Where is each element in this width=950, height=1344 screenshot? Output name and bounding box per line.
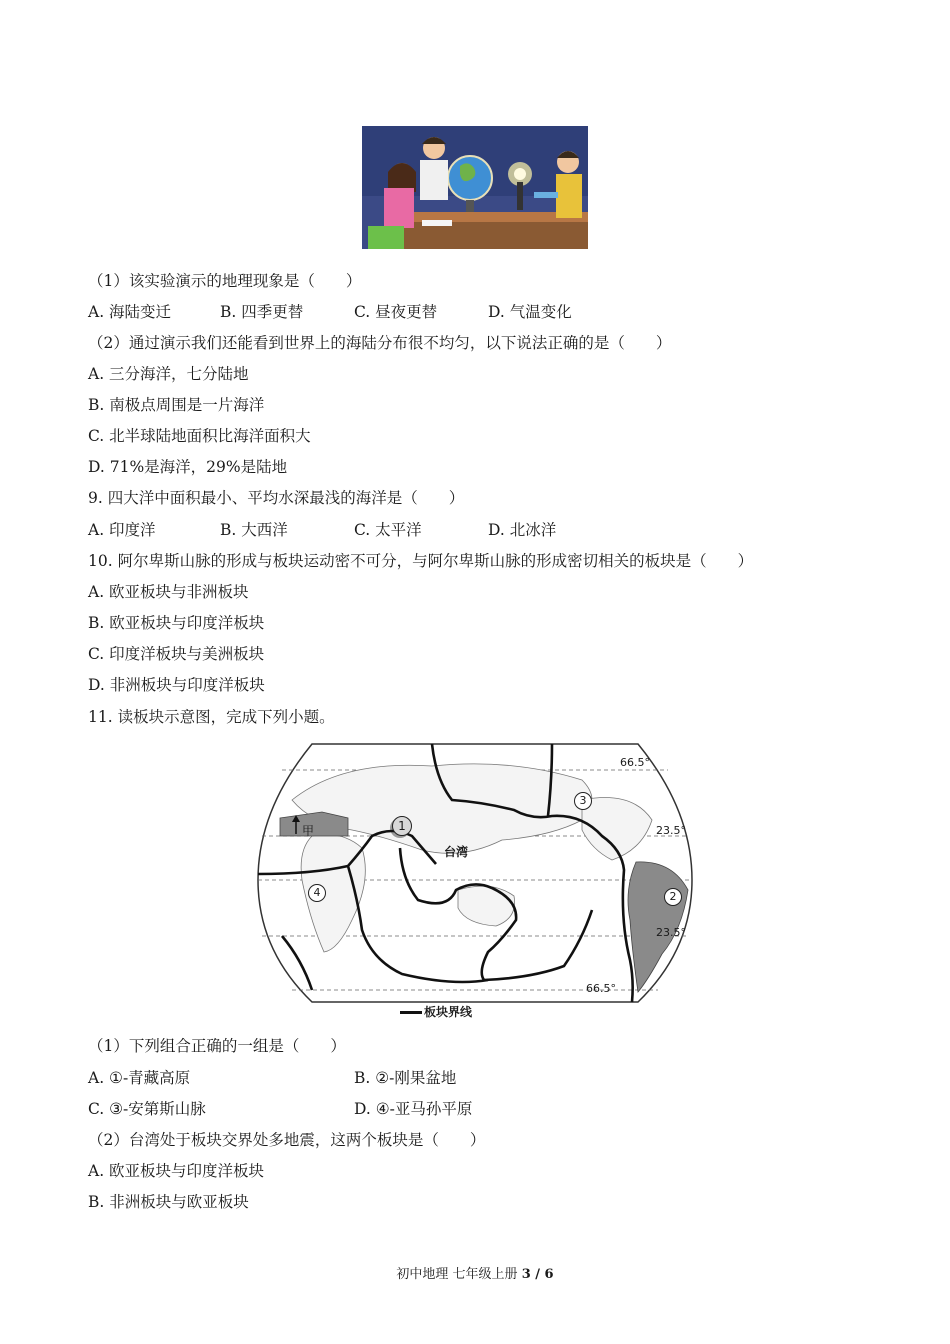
map-marker-1: 1: [392, 816, 412, 836]
q8-sub2-stem: （2）通过演示我们还能看到世界上的海陆分布很不均匀，以下说法正确的是（ ）: [88, 334, 672, 352]
map-lat-n-tropic: 23.5°: [656, 824, 686, 837]
map-lat-s-antarctic: 66.5°: [586, 982, 616, 995]
map-legend-line: [400, 1011, 422, 1014]
q8-sub1-option-d[interactable]: D. 气温变化: [488, 303, 572, 321]
q8-sub1-option-c[interactable]: C. 昼夜更替: [354, 303, 438, 321]
map-label-jia: 甲: [302, 824, 315, 838]
q9-stem: 9. 四大洋中面积最小、平均水深最浅的海洋是（ ）: [88, 489, 465, 507]
q9-option-b[interactable]: B. 大西洋: [220, 521, 288, 539]
map-marker-4: 4: [308, 884, 326, 902]
map-marker-2: 2: [664, 888, 682, 906]
q9-option-c[interactable]: C. 太平洋: [354, 521, 422, 539]
q11-sub1-option-c[interactable]: C. ③-安第斯山脉: [88, 1100, 206, 1118]
q11-stem: 11. 读板块示意图，完成下列小题。: [88, 708, 335, 726]
q8-sub1-option-b[interactable]: B. 四季更替: [220, 303, 304, 321]
q11-sub1-option-a[interactable]: A. ①-青藏高原: [88, 1069, 191, 1087]
q10-stem: 10. 阿尔卑斯山脉的形成与板块运动密不可分，与阿尔卑斯山脉的形成密切相关的板块是（ ）: [88, 552, 754, 570]
page-footer: [0, 1266, 950, 1284]
footer-subject: 初中地理 七年级上册: [396, 1267, 522, 1282]
q9-option-a[interactable]: A. 印度洋: [88, 521, 156, 539]
q10-option-d[interactable]: D. 非洲板块与印度洋板块: [88, 676, 265, 694]
q8-sub1-option-a[interactable]: A. 海陆变迁: [88, 303, 172, 321]
q8-sub2-option-c[interactable]: C. 北半球陆地面积比海洋面积大: [88, 427, 311, 445]
q11-sub1-option-d[interactable]: D. ④-亚马孙平原: [354, 1100, 473, 1118]
plate-map: [252, 740, 698, 1022]
q9-option-d[interactable]: D. 北冰洋: [488, 521, 557, 539]
q11-sub2-option-b[interactable]: B. 非洲板块与欧亚板块: [88, 1193, 249, 1211]
q10-option-b[interactable]: B. 欧亚板块与印度洋板块: [88, 614, 265, 632]
experiment-illustration: [362, 126, 588, 249]
map-legend-label: 板块界线: [424, 1005, 473, 1019]
q11-sub2-option-a[interactable]: A. 欧亚板块与印度洋板块: [88, 1162, 265, 1180]
q8-sub2-option-d[interactable]: D. 71%是海洋，29%是陆地: [88, 458, 288, 476]
q8-sub1-stem: （1）该实验演示的地理现象是（ ）: [88, 272, 362, 290]
map-lat-n-arctic: 66.5°: [620, 756, 650, 769]
q10-option-a[interactable]: A. 欧亚板块与非洲板块: [88, 583, 249, 601]
q11-sub1-stem: （1）下列组合正确的一组是（ ）: [88, 1037, 346, 1055]
map-marker-3: 3: [574, 792, 592, 810]
q8-sub2-option-a[interactable]: A. 三分海洋，七分陆地: [88, 365, 249, 383]
q11-sub1-option-b[interactable]: B. ②-刚果盆地: [354, 1069, 457, 1087]
map-label-taiwan: 台湾: [444, 845, 469, 859]
q8-sub2-option-b[interactable]: B. 南极点周围是一片海洋: [88, 396, 265, 414]
q11-sub2-stem: （2）台湾处于板块交界处多地震，这两个板块是（ ）: [88, 1131, 486, 1149]
q10-option-c[interactable]: C. 印度洋板块与美洲板块: [88, 645, 265, 663]
map-lat-s-tropic: 23.5°: [656, 926, 686, 939]
footer-page-number: 3 / 6: [521, 1267, 554, 1282]
